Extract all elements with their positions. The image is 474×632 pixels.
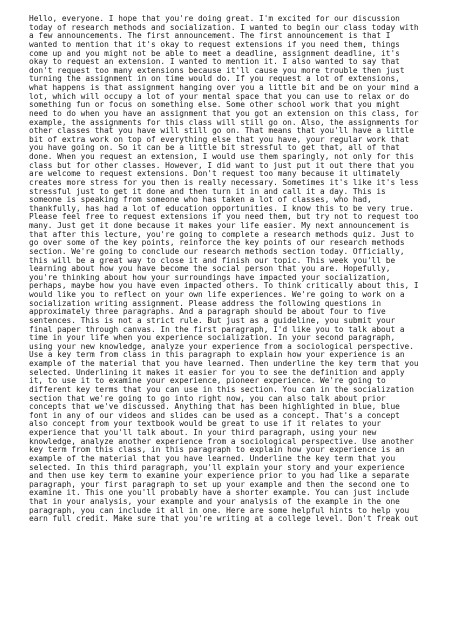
text-line: time in your life when you experience socialization. In your second paragraph, — [29, 333, 396, 343]
text-line: section. We're going to conclude our research methods section today. Officially, — [29, 246, 405, 256]
text-line: it, to use it to examine your experience, pioneer experience. We're going to — [29, 376, 386, 386]
text-line: bit of extra work on top of everything else that you have, your regular work that — [29, 134, 410, 144]
text-line: a few announcements. The first announcement. The first announcement is that I — [29, 31, 391, 41]
text-line: today of research methods and socialization. I wanted to begin our class today with — [29, 22, 419, 32]
text-line: different key terms that you can use in this section. You can in the socialization — [29, 384, 414, 394]
text-line: knowledge, analyze another experience from a sociological perspective. Use another — [29, 436, 414, 446]
text-line: you have going on. So it can be a little bit stressful to get that, all of that — [29, 143, 400, 153]
text-line: what happens is that assignment hanging over you a little bit and be on your mind a — [29, 83, 419, 92]
transcript-body — [29, 15, 459, 524]
text-line: creates more stress for you then is really necessary. Sometimes it's like it's less — [29, 177, 419, 187]
text-line: earn full credit. Make sure that you're writing at a college level. Don't freak out — [29, 514, 419, 524]
text-line: that after this lecture, you're going to complete a research methods quiz. Just to — [29, 229, 414, 239]
text-line: okay to request an extension. I wanted to mention it. I also wanted to say that — [29, 57, 400, 67]
text-line: this will be a great way to close it and finish our topic. This week you'll be — [29, 255, 396, 265]
text-line: turning the assignment in on time would do. If you request a lot of extensions, — [29, 74, 400, 84]
text-line: something fun or focus on something else. Some other school work that you might — [29, 100, 400, 110]
text-line: wanted to mention that it's okay to request extensions if you need them, things — [29, 39, 400, 49]
text-line: example, the assignments for this class will still go on. Also, the assignments for — [29, 117, 419, 127]
text-line: section that we're going to go into right now, you can also talk about prior — [29, 393, 386, 403]
text-line: examine it. This one you'll probably have a shorter example. You can just include — [29, 488, 410, 498]
text-line: selected. Underlining it makes it easier for you to see the definition and apply — [29, 367, 405, 377]
text-line: concepts that we've discussed. Anything that has been highlighted in blue, blue — [29, 402, 400, 412]
text-line: thankfully, has had a lot of education opportunities. I know this to be very true. — [29, 203, 414, 213]
text-line: go over some of the key points, reinforce the key points of our research methods — [29, 238, 405, 248]
text-line: learning about how you have become the social person that you are. Hopefully, — [29, 264, 391, 274]
text-line: also concept from your textbook would be great to use if it relates to your — [29, 419, 382, 429]
text-line: paragraph, you can include it all in one. Here are some helpful hints to help you — [29, 505, 410, 515]
text-line: example of the material that you have learned. Underline the key term that you — [29, 453, 396, 463]
text-line: example of the material that you have learned. Then underline the key term that you — [29, 359, 419, 368]
text-line: are welcome to request extensions. Don't request too many because it ultimately — [29, 169, 400, 179]
text-line: sentences. This is not a strict rule. But just as a guideline, you submit your — [29, 315, 396, 325]
text-line: lot, which will occupy a lot of your mental space that you can use to relax or do — [29, 91, 410, 101]
text-line: don't request too many extensions because it'll cause you more trouble then just — [29, 65, 405, 75]
text-line: perhaps, maybe how you have even impacted others. To think critically about this, I — [29, 281, 419, 291]
text-line: other classes that you have will still go on. That means that you'll have a little — [29, 126, 414, 136]
text-line: key term from this class, in this paragraph to explain how your experience is an — [29, 445, 405, 455]
text-line: many. Just get it done because it makes your life easier. My next announcement is — [29, 221, 410, 230]
text-line: stressful just to get it done and then turn it in and call it a day. This is — [29, 186, 386, 196]
text-line: font in any of our videos and slides can be used as a concept. That's a concept — [29, 410, 400, 420]
text-line: that in your analysis, your example and your analysis of the example in the one — [29, 497, 400, 506]
text-line: come up and you might not be able to meet a deadline, assignment deadline, it's — [29, 48, 400, 58]
text-line: you're thinking about how your surroundings have impacted your socialization, — [29, 272, 391, 282]
text-line: using your new knowledge, analyze your experience from a sociological perspective. — [29, 341, 414, 351]
text-line: paragraph, your first paragraph to set up your example and then the second one to — [29, 479, 410, 489]
text-line: done. When you request an extension, I would use them sparingly, not only for this — [29, 152, 414, 161]
text-line: selected. In this third paragraph, you'll explain your story and your experience — [29, 462, 405, 472]
text-line: approximately three paragraphs. And a paragraph should be about four to five — [29, 307, 386, 317]
text-line: Use a key term from class in this paragraph to explain how your experience is an — [29, 350, 405, 360]
text-line: need to do when you have an assignment that you got an extension on this class, for — [29, 108, 419, 118]
text-line: Please feel free to request extensions if you need them, but try not to request too — [29, 212, 419, 222]
text-line: and then use key term to examine your experience prior to you had like a separate — [29, 471, 410, 481]
text-line: final paper through canvas. In the first paragraph, I'd like you to talk about a — [29, 324, 405, 334]
text-line: class but for other classes. However, I did want to just put it out there that you — [29, 160, 414, 170]
text-line: experience that you'll talk about. In your third paragraph, using your new — [29, 428, 377, 437]
text-line: socialization writing assignment. Please address the following questions in — [29, 298, 382, 308]
text-line: Hello, everyone. I hope that you're doing great. I'm excited for our discussion — [29, 14, 400, 23]
text-line: someone is speaking from someone who has taken a lot of classes, who had, — [29, 195, 372, 205]
text-line: would like you to reflect on your own life experiences. We're going to work on a — [29, 290, 405, 299]
